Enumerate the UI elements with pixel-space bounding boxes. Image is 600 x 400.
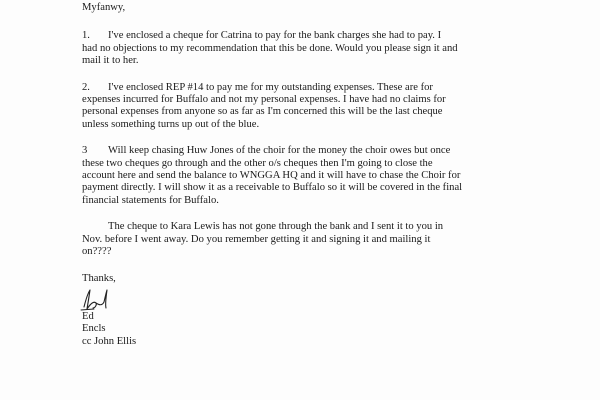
paragraph-number: 3 <box>82 145 88 157</box>
paragraph-3 <box>82 145 552 207</box>
paragraph-1-line-1: 1. I've enclosed a cheque for Catrina to pay for the bank charges she had to pay. I <box>82 30 442 42</box>
paragraph-2-line-2: expenses incurred for Buffalo and not my personal expenses. I have had no claims for <box>82 94 446 106</box>
paragraph-number: 1. <box>82 30 90 42</box>
paragraph-3-line-3: account here and send the balance to WNGGA HQ and it will have to chase the Choir for <box>82 170 461 182</box>
paragraph-4-line-1: The cheque to Kara Lewis has not gone through the bank and I sent it to you in <box>108 221 444 233</box>
paragraph-3-line-2: these two cheques go through and the other o/s cheques then I'm going to close the <box>82 157 433 169</box>
paragraph-1-line-3: mail it to her. <box>82 55 139 67</box>
signoff-name: Ed <box>82 310 94 322</box>
paragraph-1 <box>82 30 552 67</box>
paragraph-3-line-4: payment directly. I will show it as a receivable to Buffalo so it will be covered in the final <box>82 182 463 194</box>
paragraph-3-line-1: 3 Will keep chasing Huw Jones of the choir for the money the choir owes but once <box>82 145 451 157</box>
salutation: Myfanwy, <box>82 2 126 13</box>
paragraph-2 <box>82 82 552 132</box>
signature-mark <box>78 287 118 313</box>
handwritten-signature <box>82 289 142 311</box>
paragraph-4-line-2: Nov. before I went away. Do you remember getting it and signing it and mailing it <box>82 233 431 245</box>
closing: Thanks, <box>82 272 116 284</box>
paragraph-1-line-2: had no objections to my recommendation that this be done. Would you please sign it and <box>82 42 458 54</box>
paragraph-3-line-5: financial statements for Buffalo. <box>82 194 219 206</box>
enclosures-note: Encls <box>82 323 106 335</box>
paragraph-number: 2. <box>82 81 90 93</box>
paragraph-2-line-3: personal expenses from anyone so as far as I'm concerned this will be the last cheque <box>82 106 443 118</box>
cc-note: cc John Ellis <box>82 335 137 347</box>
paragraph-4 <box>82 221 552 258</box>
letter-body <box>82 2 552 348</box>
paragraph-2-line-1: 2. I've enclosed REP #14 to pay me for my outstanding expenses. These are for <box>82 81 433 93</box>
paragraph-2-line-4: unless something turns up out of the blue. <box>82 118 260 130</box>
paragraph-4-line-3: on???? <box>82 246 112 258</box>
